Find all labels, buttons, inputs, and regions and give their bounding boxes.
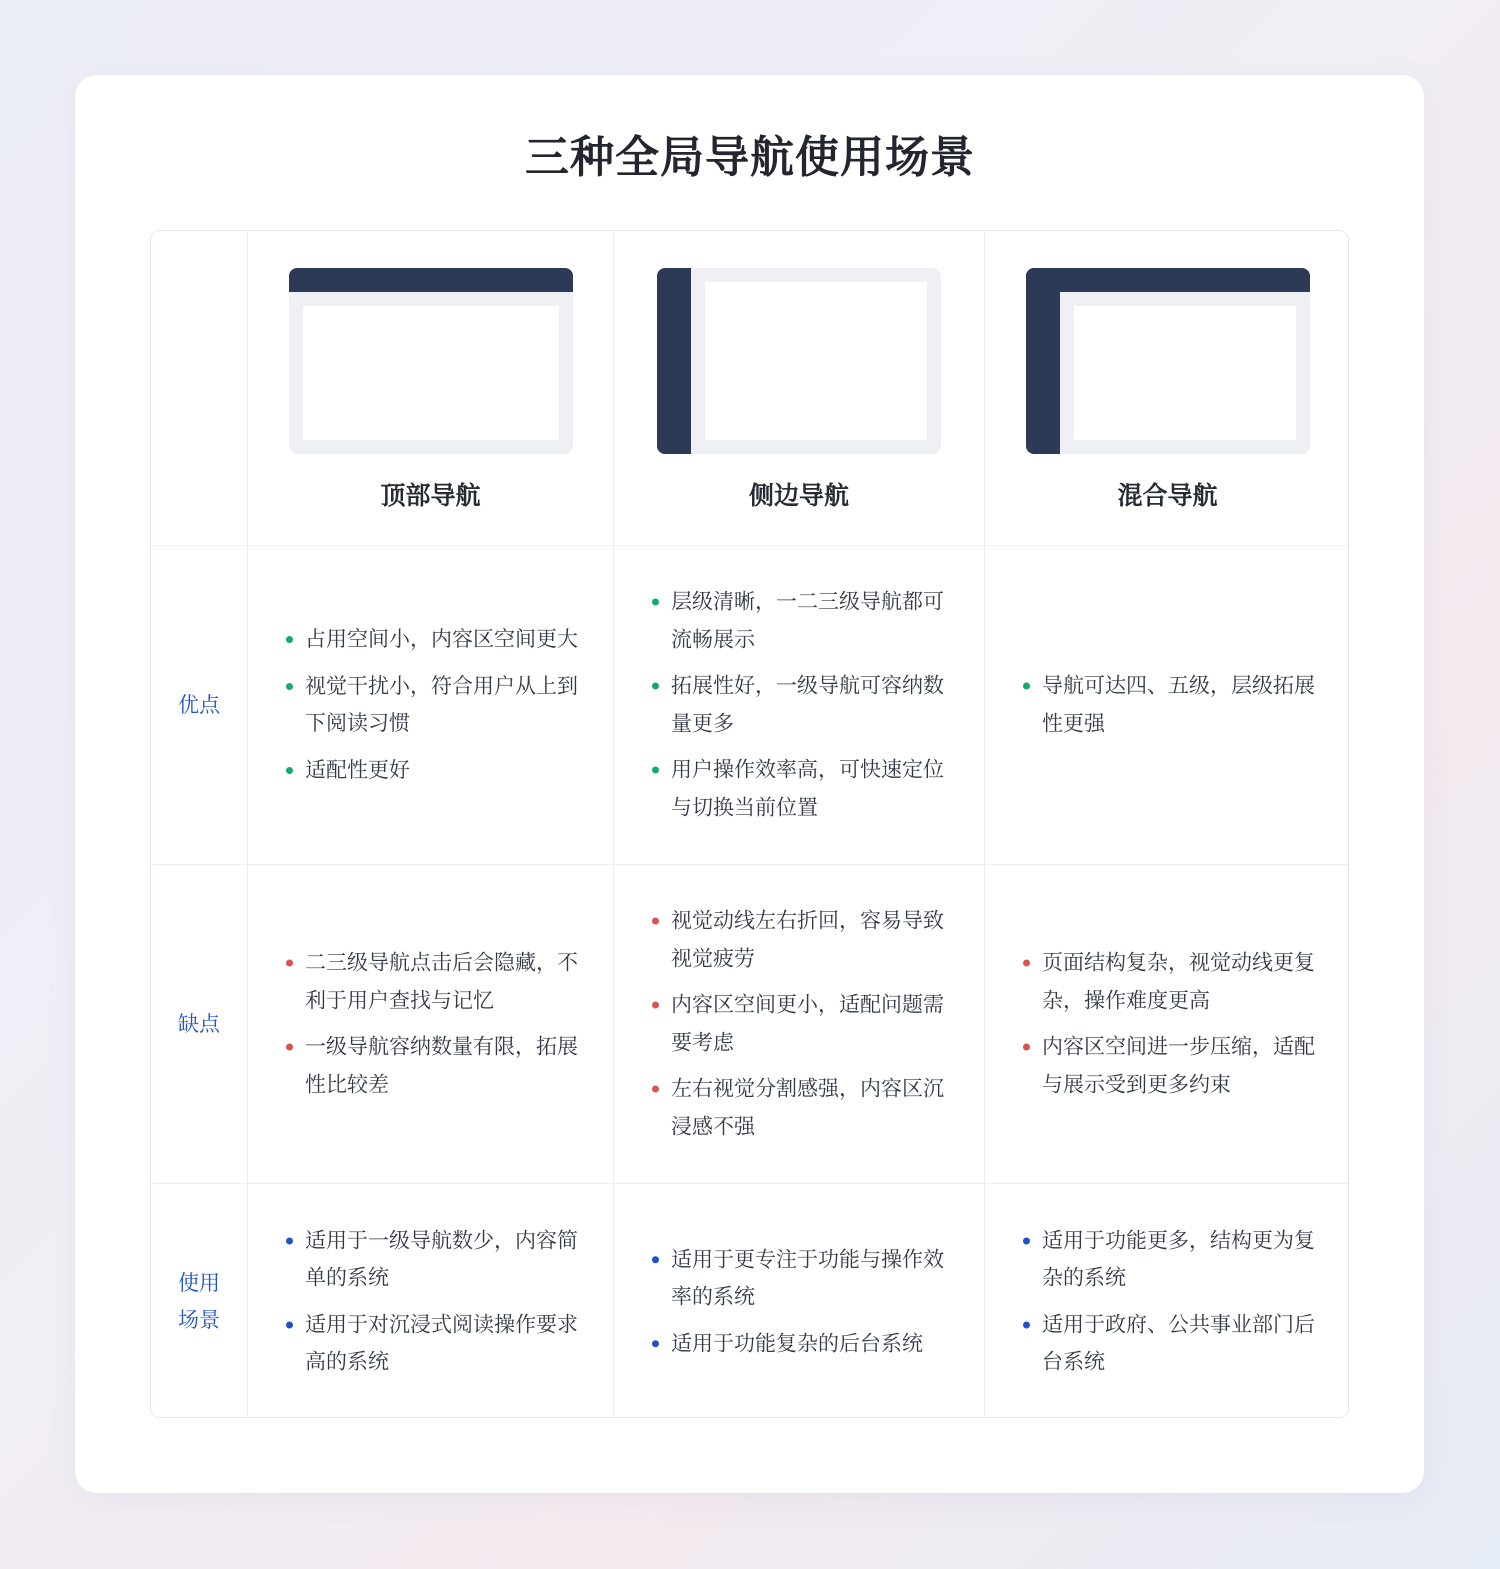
bullet-dot-icon: [652, 1086, 659, 1093]
column-header-mixed-nav: [985, 231, 1349, 546]
cons-mixed-nav: [985, 865, 1349, 1184]
bullet-dot-icon: [286, 960, 293, 967]
side-nav-layout-icon: [657, 268, 941, 454]
bullet-dot-icon: [652, 599, 659, 606]
content-area: [1074, 306, 1296, 440]
list-item: 适配性更好: [286, 752, 593, 790]
use-list: [652, 1241, 964, 1363]
column-header-top-nav: [248, 231, 614, 546]
pros-list: [1023, 668, 1330, 743]
bullet-dot-icon: [652, 918, 659, 925]
bullet-dot-icon: [286, 683, 293, 690]
bullet-dot-icon: [652, 683, 659, 690]
list-item: 一级导航容纳数量有限，拓展性比较差: [286, 1029, 593, 1104]
bullet-dot-icon: [286, 767, 293, 774]
pros-mixed-nav: [985, 546, 1349, 865]
cons-side-nav: [614, 865, 985, 1184]
column-title: 侧边导航: [748, 481, 849, 510]
list-item: 内容区空间更小，适配问题需要考虑: [652, 987, 964, 1062]
pros-side-nav: [614, 546, 985, 865]
bullet-dot-icon: [286, 636, 293, 643]
bullet-dot-icon: [1023, 1237, 1030, 1244]
bullet-dot-icon: [286, 1321, 293, 1328]
list-item: 左右视觉分割感强，内容区沉浸感不强: [652, 1071, 964, 1146]
cons-top-nav: [248, 865, 614, 1184]
list-item: 适用于功能更多，结构更为复杂的系统: [1023, 1222, 1330, 1297]
pros-list: [286, 621, 593, 789]
bullet-dot-icon: [652, 1256, 659, 1263]
bullet-dot-icon: [1023, 960, 1030, 967]
pros-list: [652, 584, 964, 827]
column-header-side-nav: [614, 231, 985, 546]
bullet-dot-icon: [1023, 683, 1030, 690]
top-nav-bar: [1026, 268, 1310, 292]
page-title: 三种全局导航使用场景: [525, 132, 975, 183]
list-item: 适用于更专注于功能与操作效率的系统: [652, 1241, 964, 1316]
column-title: 混合导航: [1117, 481, 1218, 510]
content-area: [705, 282, 927, 440]
bullet-dot-icon: [652, 767, 659, 774]
row-label-use: 使用 场景: [151, 1184, 248, 1418]
top-nav-bar: [289, 268, 573, 292]
side-nav-bar: [657, 268, 691, 454]
bullet-dot-icon: [1023, 1321, 1030, 1328]
list-item: 导航可达四、五级，层级拓展性更强: [1023, 668, 1330, 743]
column-title: 顶部导航: [380, 481, 481, 510]
row-label-cons: 缺点: [151, 865, 248, 1184]
cons-list: [1023, 945, 1330, 1104]
list-item: 视觉干扰小，符合用户从上到下阅读习惯: [286, 668, 593, 743]
list-item: 占用空间小，内容区空间更大: [286, 621, 593, 659]
bullet-dot-icon: [652, 1340, 659, 1347]
cons-list: [652, 903, 964, 1146]
list-item: 拓展性好，一级导航可容纳数量更多: [652, 668, 964, 743]
list-item: 层级清晰，一二三级导航都可流畅展示: [652, 584, 964, 659]
list-item: 适用于功能复杂的后台系统: [652, 1325, 964, 1363]
side-nav-bar: [1026, 268, 1060, 454]
list-item: 适用于一级导航数少，内容简单的系统: [286, 1222, 593, 1297]
list-item: 内容区空间进一步压缩，适配与展示受到更多约束: [1023, 1029, 1330, 1104]
use-list: [286, 1222, 593, 1381]
use-mixed-nav: [985, 1184, 1349, 1418]
mixed-nav-layout-icon: [1026, 268, 1310, 454]
corner-cell: [151, 231, 248, 546]
use-side-nav: [614, 1184, 985, 1418]
use-top-nav: [248, 1184, 614, 1418]
bullet-dot-icon: [652, 1002, 659, 1009]
bullet-dot-icon: [286, 1044, 293, 1051]
bullet-dot-icon: [286, 1237, 293, 1244]
cons-list: [286, 945, 593, 1104]
content-area: [303, 306, 559, 440]
list-item: 用户操作效率高，可快速定位与切换当前位置: [652, 752, 964, 827]
list-item: 视觉动线左右折回，容易导致视觉疲劳: [652, 903, 964, 978]
list-item: 适用于政府、公共事业部门后台系统: [1023, 1306, 1330, 1381]
pros-top-nav: [248, 546, 614, 865]
top-nav-layout-icon: [289, 268, 573, 454]
row-label-pros: 优点: [151, 546, 248, 865]
list-item: 页面结构复杂，视觉动线更复杂，操作难度更高: [1023, 945, 1330, 1020]
list-item: 适用于对沉浸式阅读操作要求高的系统: [286, 1306, 593, 1381]
use-list: [1023, 1222, 1330, 1381]
list-item: 二三级导航点击后会隐藏，不利于用户查找与记忆: [286, 945, 593, 1020]
comparison-table: [150, 230, 1349, 1418]
bullet-dot-icon: [1023, 1044, 1030, 1051]
